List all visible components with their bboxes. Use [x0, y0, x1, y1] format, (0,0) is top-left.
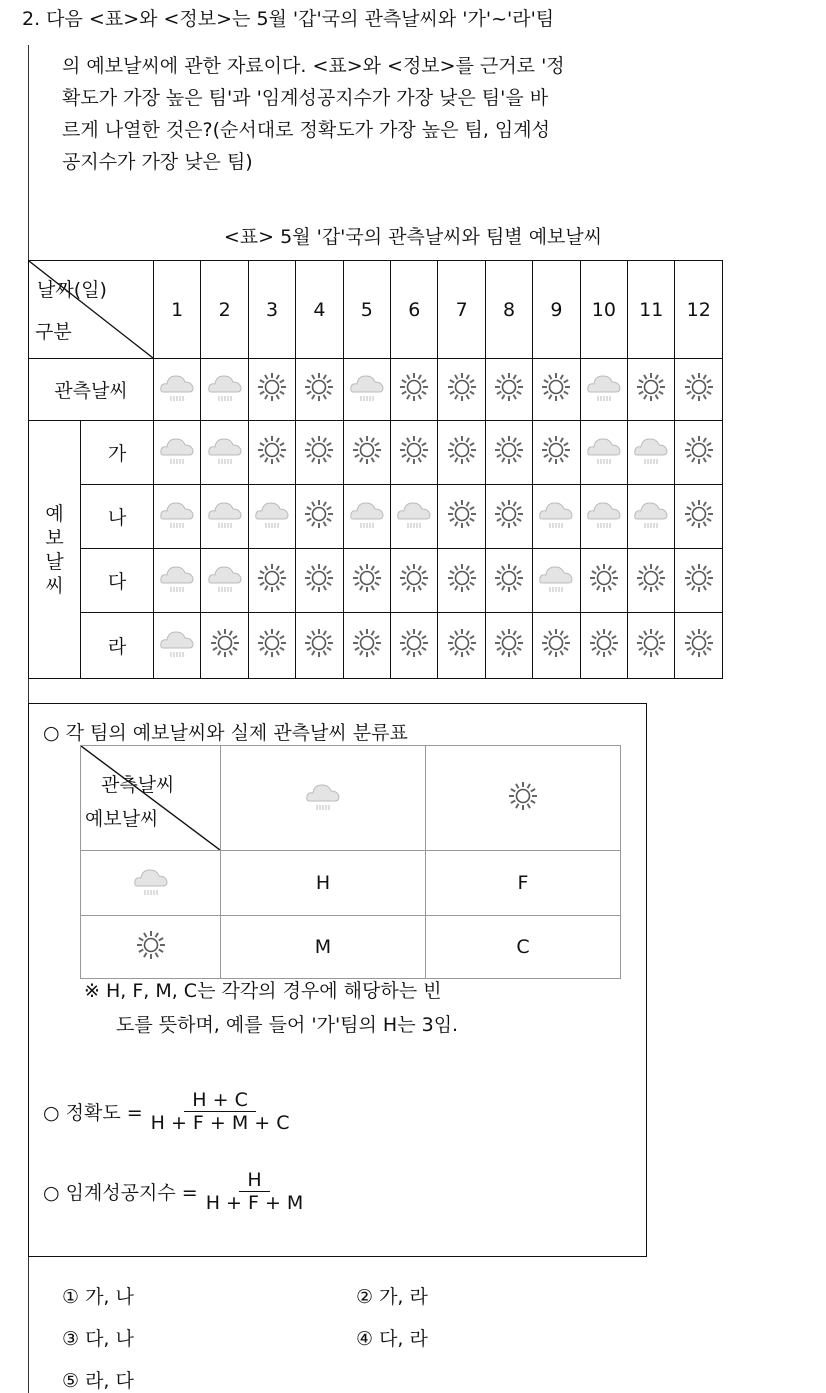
note-line: 도를 뜻하며, 예를 들어 '가'팀의 H는 3임.: [116, 1014, 459, 1036]
sun-icon: [634, 561, 668, 600]
rain-cloud-icon: [395, 497, 433, 536]
cell-m: M: [221, 916, 426, 979]
sun-icon: [397, 561, 431, 600]
forecast-cell: [485, 485, 532, 549]
denominator: H + F + M + C: [150, 1112, 290, 1134]
forecast-cell: [438, 485, 485, 549]
row-sun: [81, 916, 221, 979]
team-name: 가: [81, 421, 154, 485]
observed-cell: [391, 359, 438, 421]
sun-icon: [255, 626, 289, 665]
forecast-cell: [154, 485, 201, 549]
forecast-cell: [201, 421, 248, 485]
question-body: [62, 50, 782, 178]
sun-icon: [397, 433, 431, 472]
forecast-cell: [438, 549, 485, 613]
rain-cloud-icon: [348, 497, 386, 536]
forecast-cell: [533, 485, 580, 549]
forecast-cell: [580, 549, 627, 613]
row-rain: [81, 851, 221, 916]
forecast-label: 예 보 날 씨: [29, 421, 81, 679]
forecast-cell: [201, 549, 248, 613]
sun-icon: [255, 561, 289, 600]
forecast-cell: [485, 549, 532, 613]
forecast-cell: [628, 613, 675, 679]
rain-cloud-icon: [632, 433, 670, 472]
rain-cloud-icon: [632, 497, 670, 536]
forecast-cell: [580, 421, 627, 485]
observed-cell: [343, 359, 390, 421]
sun-icon: [587, 626, 621, 665]
sun-icon: [682, 370, 716, 409]
corner-top-label: 날짜(일): [37, 279, 107, 301]
forecast-cell: [154, 421, 201, 485]
sun-icon: [302, 561, 336, 600]
rain-cloud-icon: [585, 497, 623, 536]
sun-icon: [539, 626, 573, 665]
day-header: 5: [343, 261, 390, 359]
note: [84, 974, 458, 1042]
forecast-cell: [391, 485, 438, 549]
sun-icon: [682, 561, 716, 600]
table-title: <표> 5월 '갑'국의 관측날씨와 팀별 예보날씨: [223, 226, 603, 248]
team-row: [29, 549, 723, 613]
forecast-cell: [628, 485, 675, 549]
choice-2[interactable]: ② 가, 라: [356, 1286, 428, 1308]
forecast-axis-label: 예보날씨: [85, 808, 159, 830]
sun-icon: [255, 370, 289, 409]
forecast-cell: [248, 421, 295, 485]
accuracy-formula: [43, 1089, 290, 1134]
forecast-cell: [391, 613, 438, 679]
sun-icon: [350, 433, 384, 472]
observed-axis-label: 관측날씨: [101, 774, 175, 796]
forecast-cell: [296, 549, 343, 613]
sun-icon: [492, 370, 526, 409]
forecast-cell: [675, 421, 723, 485]
forecast-cell: [485, 421, 532, 485]
rain-cloud-icon: [253, 497, 291, 536]
sun-icon: [682, 433, 716, 472]
observed-cell: [248, 359, 295, 421]
formula-label: ○ 임계성공지수 =: [43, 1182, 198, 1204]
observed-cell: [580, 359, 627, 421]
forecast-cell: [628, 549, 675, 613]
formula-label: ○ 정확도 =: [43, 1102, 143, 1124]
forecast-cell: [296, 421, 343, 485]
day-header: 11: [628, 261, 675, 359]
team-row: [29, 421, 723, 485]
sun-icon: [492, 561, 526, 600]
rain-cloud-icon: [537, 497, 575, 536]
question-line: 확도가 가장 높은 팀'과 '임계성공지수가 가장 낮은 팀'을 바: [62, 87, 549, 109]
forecast-cell: [485, 613, 532, 679]
sun-icon: [445, 370, 479, 409]
forecast-cell: [628, 421, 675, 485]
sun-icon: [350, 626, 384, 665]
forecast-cell: [248, 549, 295, 613]
rain-cloud-icon: [206, 370, 244, 409]
sun-icon: [492, 626, 526, 665]
observed-cell: [675, 359, 723, 421]
sun-icon: [539, 370, 573, 409]
rain-cloud-icon: [348, 370, 386, 409]
info-title: ○ 각 팀의 예보날씨와 실제 관측날씨 분류표: [43, 722, 408, 744]
rain-cloud-icon: [304, 779, 342, 818]
forecast-cell: [201, 485, 248, 549]
forecast-cell: [154, 613, 201, 679]
weather-table: [28, 260, 723, 679]
question-line: 의 예보날씨에 관한 자료이다. <표>와 <정보>를 근거로 '정: [62, 55, 565, 77]
day-header: 8: [485, 261, 532, 359]
forecast-cell: [154, 549, 201, 613]
rain-cloud-icon: [537, 561, 575, 600]
cell-h: H: [221, 851, 426, 916]
info-box: [28, 703, 647, 1257]
sun-icon: [302, 433, 336, 472]
sun-icon: [208, 626, 242, 665]
classification-corner: [81, 746, 221, 851]
rain-cloud-icon: [206, 497, 244, 536]
question-stem: 2. 다음 <표>와 <정보>는 5월 '갑'국의 관측날씨와 '가'~'라'팀: [22, 8, 555, 30]
sun-icon: [445, 561, 479, 600]
rain-cloud-icon: [585, 433, 623, 472]
day-header: 12: [675, 261, 723, 359]
choice-4[interactable]: ④ 다, 라: [356, 1328, 428, 1350]
corner-header: [29, 261, 154, 359]
sun-icon: [492, 497, 526, 536]
sun-icon: [506, 779, 540, 818]
day-header: 1: [154, 261, 201, 359]
forecast-cell: [296, 485, 343, 549]
rain-cloud-icon: [158, 497, 196, 536]
cell-f: F: [426, 851, 621, 916]
sun-icon: [397, 370, 431, 409]
sun-icon: [682, 626, 716, 665]
choice-5[interactable]: ⑤ 라, 다: [62, 1370, 134, 1392]
forecast-cell: [391, 421, 438, 485]
sun-icon: [445, 433, 479, 472]
forecast-cell: [343, 613, 390, 679]
rain-cloud-icon: [158, 626, 196, 665]
rain-cloud-icon: [158, 433, 196, 472]
sun-icon: [302, 370, 336, 409]
day-header: 6: [391, 261, 438, 359]
rain-cloud-icon: [206, 433, 244, 472]
numerator: H: [239, 1169, 269, 1192]
forecast-cell: [296, 613, 343, 679]
forecast-cell: [343, 421, 390, 485]
team-row: [29, 485, 723, 549]
forecast-cell: [580, 485, 627, 549]
numerator: H + C: [184, 1089, 256, 1112]
sun-icon: [350, 561, 384, 600]
forecast-cell: [580, 613, 627, 679]
forecast-cell: [438, 613, 485, 679]
rain-cloud-icon: [158, 561, 196, 600]
question-line: 공지수가 가장 낮은 팀): [62, 151, 253, 173]
observed-cell: [201, 359, 248, 421]
choice-1[interactable]: ① 가, 나: [62, 1286, 134, 1308]
team-name: 라: [81, 613, 154, 679]
sun-icon: [397, 626, 431, 665]
rain-cloud-icon: [132, 864, 170, 903]
forecast-cell: [533, 549, 580, 613]
observed-cell: [154, 359, 201, 421]
sun-icon: [634, 370, 668, 409]
sun-icon: [445, 626, 479, 665]
observed-cell: [628, 359, 675, 421]
sun-icon: [492, 433, 526, 472]
forecast-cell: [248, 485, 295, 549]
forecast-cell: [343, 485, 390, 549]
rain-cloud-icon: [585, 370, 623, 409]
observed-cell: [533, 359, 580, 421]
corner-bottom-label: 구분: [35, 321, 72, 343]
observed-cell: [438, 359, 485, 421]
team-name: 나: [81, 485, 154, 549]
day-header: 4: [296, 261, 343, 359]
sun-icon: [445, 497, 479, 536]
forecast-cell: [201, 613, 248, 679]
forecast-cell: [533, 421, 580, 485]
observed-label: 관측날씨: [29, 359, 154, 421]
forecast-cell: [675, 549, 723, 613]
team-name: 다: [81, 549, 154, 613]
forecast-cell: [248, 613, 295, 679]
day-header: 7: [438, 261, 485, 359]
forecast-cell: [391, 549, 438, 613]
observed-cell: [296, 359, 343, 421]
col-sun: [426, 746, 621, 851]
forecast-cell: [533, 613, 580, 679]
observed-cell: [485, 359, 532, 421]
col-rain: [221, 746, 426, 851]
sun-icon: [302, 626, 336, 665]
classification-table: [80, 745, 621, 979]
sun-icon: [634, 626, 668, 665]
choice-3[interactable]: ③ 다, 나: [62, 1328, 134, 1350]
forecast-cell: [343, 549, 390, 613]
sun-icon: [255, 433, 289, 472]
day-header: 2: [201, 261, 248, 359]
forecast-cell: [675, 613, 723, 679]
csi-formula: [43, 1169, 303, 1214]
sun-icon: [302, 497, 336, 536]
denominator: H + F + M: [205, 1192, 304, 1214]
day-header: 10: [580, 261, 627, 359]
day-header: 9: [533, 261, 580, 359]
sun-icon: [134, 928, 168, 967]
sun-icon: [539, 433, 573, 472]
rain-cloud-icon: [158, 370, 196, 409]
cell-c: C: [426, 916, 621, 979]
team-row: [29, 613, 723, 679]
rain-cloud-icon: [206, 561, 244, 600]
sun-icon: [587, 561, 621, 600]
question-line: 르게 나열한 것은?(순서대로 정확도가 가장 높은 팀, 임계성: [62, 119, 550, 141]
sun-icon: [682, 497, 716, 536]
note-line: ※ H, F, M, C는 각각의 경우에 해당하는 빈: [84, 980, 442, 1002]
forecast-cell: [675, 485, 723, 549]
day-header: 3: [248, 261, 295, 359]
forecast-cell: [438, 421, 485, 485]
